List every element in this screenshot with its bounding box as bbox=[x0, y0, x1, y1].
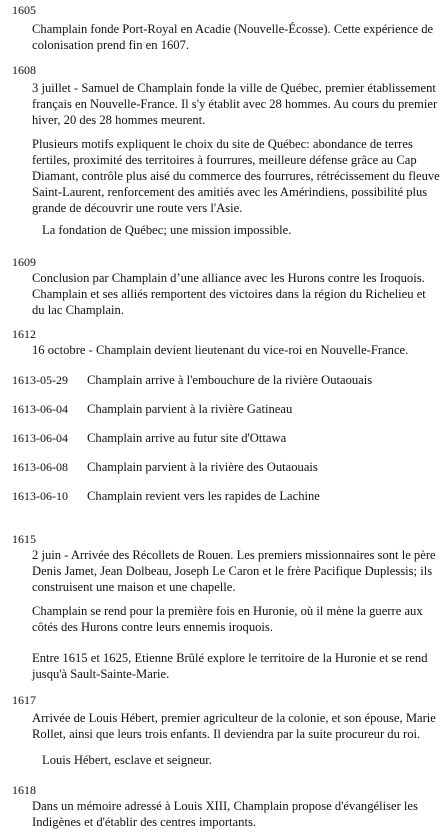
timeline-date: 1613-05-29 bbox=[12, 373, 68, 387]
entry-1605-paragraph: Champlain fonde Port-Royal en Acadie (Nouvelle-Écosse). Cette expérience de colonisation prend fin en 1607. bbox=[32, 22, 434, 52]
entry-1617-link-hebert: Louis Hébert, esclave et seigneur. bbox=[42, 753, 212, 767]
timeline-event: Champlain arrive au futur site d'Ottawa bbox=[87, 431, 287, 445]
entry-1615-paragraph-recollets: 2 juin - Arrivée des Récollets de Rouen. Les premiers missionnaires sont le père Denis Jamet, Jean Dolbeau, Joseph Le Caron et le frère Pacifique Duplessis; ils construisent une maison et une chapelle. bbox=[32, 548, 436, 594]
year-heading-1609: 1609 bbox=[12, 255, 36, 269]
entry-1609-paragraph: Conclusion par Champlain d’une alliance avec les Hurons contre les Iroquois. Champlain et ses alliés remportent des victoires dans la région du Richelieu et du lac Champlain. bbox=[32, 271, 426, 317]
year-heading-1608: 1608 bbox=[12, 63, 36, 77]
entry-1608-link-mission: La fondation de Québec; une mission impossible. bbox=[42, 223, 292, 237]
entry-1617-paragraph: Arrivée de Louis Hébert, premier agriculteur de la colonie, et son épouse, Marie Rollet, ainsi que leurs trois enfants. Il deviendra par la suite procureur du roi. bbox=[32, 711, 436, 741]
year-heading-1617: 1617 bbox=[12, 693, 36, 707]
year-heading-1612: 1612 bbox=[12, 327, 36, 341]
year-heading-1605: 1605 bbox=[12, 3, 36, 17]
timeline-event: Champlain parvient à la rivière des Outaouais bbox=[87, 460, 318, 474]
timeline-date: 1613-06-04 bbox=[12, 431, 68, 445]
entry-1615-paragraph-brule: Entre 1615 et 1625, Etienne Brûlé explore le territoire de la Huronie et se rend jusqu'à Sault-Sainte-Marie. bbox=[32, 651, 428, 681]
entry-1612-paragraph: 16 octobre - Champlain devient lieutenant du vice-roi en Nouvelle-France. bbox=[32, 343, 409, 357]
timeline-date: 1613-06-04 bbox=[12, 402, 68, 416]
timeline-date: 1613-06-10 bbox=[12, 489, 68, 503]
timeline-date: 1613-06-08 bbox=[12, 460, 68, 474]
entry-1608-paragraph-motives: Plusieurs motifs expliquent le choix du site de Québec: abondance de terres fertiles, proximité des territoires à fourrures, meilleure défense grâce au Cap Diamant, contrôle plus aisé du commerce des fourrures, rétrécissement du fleuve Saint-Laurent, renforcement des amitiés avec les Amérindiens, possibilité plus grande de découvrir une route vers l'Asie. bbox=[32, 137, 440, 215]
timeline-event: Champlain parvient à la rivière Gatineau bbox=[87, 402, 293, 416]
timeline-event: Champlain revient vers les rapides de Lachine bbox=[87, 489, 320, 503]
entry-1608-paragraph-founding: 3 juillet - Samuel de Champlain fonde la ville de Québec, premier établissement français en Nouvelle-France. Il s'y établit avec 28 hommes. Au cours du premier hiver, 20 des 28 hommes meurent. bbox=[32, 81, 438, 127]
year-heading-1615: 1615 bbox=[12, 532, 36, 546]
entry-1615-paragraph-huronie: Champlain se rend pour la première fois en Huronie, où il mène la guerre aux côtés des Hurons contre leurs ennemis iroquois. bbox=[32, 604, 423, 634]
entry-1618-paragraph: Dans un mémoire adressé à Louis XIII, Champlain propose d'évangéliser les Indigènes et d'établir des centres importants. bbox=[32, 799, 418, 829]
year-heading-1618: 1618 bbox=[12, 783, 36, 797]
timeline-event: Champlain arrive à l'embouchure de la rivière Outaouais bbox=[87, 373, 373, 387]
